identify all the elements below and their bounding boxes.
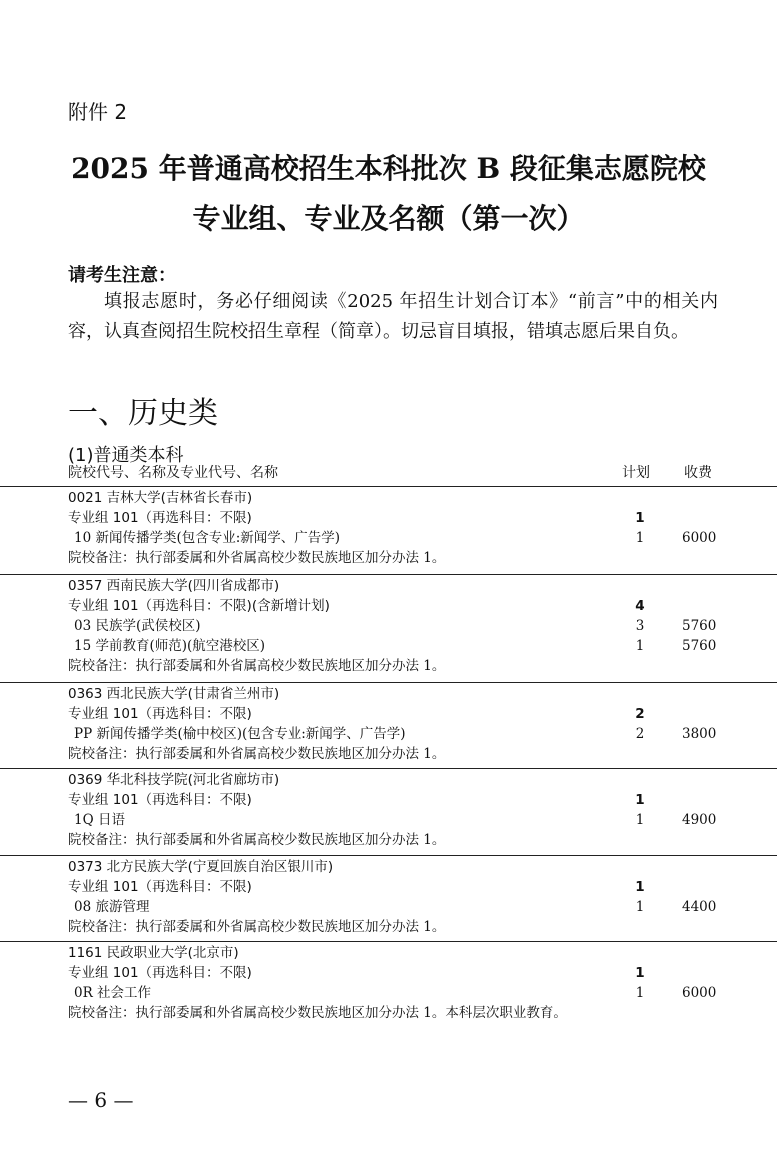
major-group — [0, 790, 777, 810]
major-group — [0, 704, 777, 724]
column-header-fee: 收费 — [684, 465, 712, 481]
major-row — [0, 897, 777, 917]
school-note — [0, 1003, 777, 1023]
school-divider — [0, 682, 777, 683]
major-row — [0, 810, 777, 830]
major-group-plan: 4 — [635, 598, 645, 614]
note-content: 执行部委属和外省属高校少数民族地区加分办法 1。本科层次职业教育。 — [135, 1005, 567, 1021]
school-note — [0, 917, 777, 937]
school-name-text: 1161 民政职业大学(北京市) — [68, 945, 239, 961]
major-row — [0, 616, 777, 636]
school-note — [0, 656, 777, 676]
school-note — [0, 830, 777, 850]
column-header-plan: 计划 — [622, 465, 650, 481]
section-heading: 一、历史类 — [68, 396, 218, 431]
major-row-text: 0R 社会工作 — [74, 985, 152, 1001]
major-row-text: 10 新闻传播学类(包含专业:新闻学、广告学) — [74, 530, 341, 546]
major-group — [0, 596, 777, 616]
major-row-fee: 4900 — [682, 812, 717, 828]
major-row-plan: 2 — [635, 726, 645, 742]
note-label: 院校备注： — [68, 658, 136, 674]
major-row-plan: 1 — [635, 985, 645, 1001]
school-name — [0, 857, 777, 877]
school-note — [0, 744, 777, 764]
major-row-fee: 5760 — [682, 638, 717, 654]
school-name-text: 0357 西南民族大学(四川省成都市) — [68, 578, 280, 594]
major-row-fee: 3800 — [682, 726, 717, 742]
major-row — [0, 636, 777, 656]
school-name — [0, 488, 777, 508]
major-group-plan: 1 — [635, 879, 645, 895]
major-row-plan: 1 — [635, 530, 645, 546]
notice-text: 填报志愿时，务必仔细阅读《2025 年招生计划合订本》“前言”中的相关内容，认真查阅招生院校招生章程（简章）。切忌盲目填报，错填志愿后果自负。 — [68, 291, 718, 342]
major-row-plan: 1 — [635, 899, 645, 915]
major-group — [0, 963, 777, 983]
note-label: 院校备注： — [68, 919, 136, 935]
school-note — [0, 548, 777, 568]
school-divider — [0, 486, 777, 487]
major-row-text: 1Q 日语 — [74, 812, 125, 828]
major-row-plan: 3 — [635, 618, 645, 634]
major-row-fee: 4400 — [682, 899, 717, 915]
major-row-fee: 5760 — [682, 618, 717, 634]
major-group-plan: 1 — [635, 792, 645, 808]
school-note-text — [68, 917, 445, 937]
document-title-line-1: 2025 年普通高校招生本科批次 B 段征集志愿院校 — [71, 152, 706, 185]
school-name-text: 0363 西北民族大学(甘肃省兰州市) — [68, 686, 280, 702]
major-row — [0, 528, 777, 548]
school-name — [0, 770, 777, 790]
major-group-plan: 1 — [635, 510, 645, 526]
major-group-text: 专业组 101（再选科目：不限)(含新增计划) — [68, 598, 330, 614]
page-number: — 6 — — [68, 1088, 134, 1112]
major-group-text: 专业组 101（再选科目：不限) — [68, 879, 252, 895]
note-label: 院校备注： — [68, 746, 136, 762]
major-row-plan: 1 — [635, 812, 645, 828]
major-row — [0, 724, 777, 744]
school-name — [0, 684, 777, 704]
note-content: 执行部委属和外省属高校少数民族地区加分办法 1。 — [135, 658, 446, 674]
school-note-text — [68, 548, 445, 568]
major-group — [0, 877, 777, 897]
major-row-text: 15 学前教育(师范)(航空港校区) — [74, 638, 266, 654]
note-label: 院校备注： — [68, 832, 136, 848]
school-divider — [0, 855, 777, 856]
school-note-text — [68, 830, 445, 850]
major-group-plan: 1 — [635, 965, 645, 981]
school-divider — [0, 941, 777, 942]
major-group-text: 专业组 101（再选科目：不限) — [68, 792, 252, 808]
major-row-text: PP 新闻传播学类(榆中校区)(包含专业:新闻学、广告学) — [74, 726, 406, 742]
subsection-heading: (1)普通类本科 — [68, 445, 184, 466]
document-title-line-2: 专业组、专业及名额（第一次） — [192, 202, 585, 235]
column-header-name: 院校代号、名称及专业代号、名称 — [68, 465, 278, 481]
note-content: 执行部委属和外省属高校少数民族地区加分办法 1。 — [135, 550, 446, 566]
major-group-text: 专业组 101（再选科目：不限) — [68, 706, 252, 722]
note-content: 执行部委属和外省属高校少数民族地区加分办法 1。 — [135, 746, 446, 762]
school-name — [0, 943, 777, 963]
school-note-text — [68, 1003, 567, 1023]
school-note-text — [68, 656, 445, 676]
major-group-text: 专业组 101（再选科目：不限) — [68, 510, 252, 526]
school-divider — [0, 574, 777, 575]
note-label: 院校备注： — [68, 550, 136, 566]
note-label: 院校备注： — [68, 1005, 136, 1021]
school-name-text: 0373 北方民族大学(宁夏回族自治区银川市) — [68, 859, 334, 875]
school-name-text: 0021 吉林大学(吉林省长春市) — [68, 490, 253, 506]
major-row-plan: 1 — [635, 638, 645, 654]
school-divider — [0, 768, 777, 769]
major-group — [0, 508, 777, 528]
major-row — [0, 983, 777, 1003]
notice-heading: 请考生注意： — [68, 265, 176, 286]
school-note-text — [68, 744, 445, 764]
major-group-plan: 2 — [635, 706, 645, 722]
major-row-text: 08 旅游管理 — [74, 899, 150, 915]
note-content: 执行部委属和外省属高校少数民族地区加分办法 1。 — [135, 832, 446, 848]
major-row-text: 03 民族学(武侯校区) — [74, 618, 201, 634]
school-name — [0, 576, 777, 596]
note-content: 执行部委属和外省属高校少数民族地区加分办法 1。 — [135, 919, 446, 935]
school-name-text: 0369 华北科技学院(河北省廊坊市) — [68, 772, 280, 788]
major-group-text: 专业组 101（再选科目：不限) — [68, 965, 252, 981]
major-row-fee: 6000 — [682, 985, 717, 1001]
major-row-fee: 6000 — [682, 530, 717, 546]
attachment-label: 附件 2 — [68, 100, 128, 124]
